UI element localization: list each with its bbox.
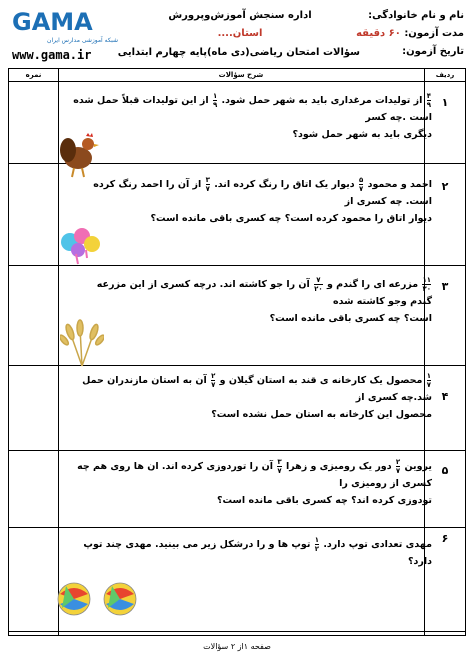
logo-text: GAMA	[12, 8, 93, 36]
website-url: www.gama.ir	[12, 48, 92, 62]
fraction: $\frac{۴}{۹}$	[426, 92, 431, 109]
fraction: $\frac{۱}{۹}$	[212, 92, 218, 109]
fraction: $\frac{۱}{۷}$	[426, 372, 431, 389]
date-label: تاریخ آزمون:	[402, 46, 464, 57]
question-number: ۵	[441, 464, 449, 477]
question-number: ۶	[441, 532, 449, 545]
office-title: اداره سنجش آموزش‌وپرورش	[168, 10, 312, 21]
col-description: شرح سؤالات	[218, 71, 264, 79]
duration-label: مدت آزمون:	[404, 28, 464, 39]
gama-logo	[8, 6, 124, 46]
question-number: ۱	[441, 96, 449, 109]
ball-icon	[58, 583, 90, 615]
fraction: $\frac{۳}{۷}$	[205, 176, 210, 193]
wheat-image	[60, 318, 104, 368]
fraction: $\frac{۳}{۷}$	[277, 458, 282, 475]
ball-icon	[104, 583, 136, 615]
question-2: احمد و محمود $\frac{۵}{۷}$ دیوار یک اتاق را رنگ کرده اند. $\frac{۳}{۷}$ از آن را احمد رنگ کرده است. چه کسری از دیوار اتاق را محمود کرده است؟ چه کسری باقی مانده است؟	[93, 176, 432, 224]
question-number: ۲	[441, 180, 449, 193]
balls-image	[56, 580, 156, 618]
col-row: ردیف	[435, 71, 455, 79]
duration-line	[356, 28, 464, 39]
exam-title: سؤالات امتحان ریاضی(دی ماه)پایه چهارم ابتدایی	[117, 47, 360, 58]
fraction: $\frac{۱}{۲}$	[314, 536, 319, 553]
name-label: نام و نام خانوادگی:	[368, 10, 464, 21]
question-5: یروین $\frac{۲}{۷}$ دور یک رومیزی و زهرا $\frac{۳}{۷}$ آن را توردوزی کرده اند. ان ها روی هم چه کسری از رومیزی را تودوزی کرده اند؟ چه کسری باقی مانده است؟	[77, 458, 432, 506]
page-footer: صفحه ۱از ۲ سؤالات	[203, 642, 271, 651]
question-number: ۳	[441, 280, 449, 293]
question-3: $\frac{۱۱}{۲۰}$ مزرعه ای را گندم و $\frac{۷}{۲۰}$ آن را جو کاشته اند. درچه کسری از این مزرعه گندم وجو کاشته شده است؟ چه کسری باقی مانده است؟	[96, 276, 432, 324]
col-score: نمره	[25, 71, 42, 79]
fraction: $\frac{۵}{۷}$	[358, 176, 364, 193]
question-1: $\frac{۴}{۹}$ از تولیدات مرغداری باید به شهر حمل شود. $\frac{۱}{۹}$ از این تولیدات قبلاً حمل شده است .چه کسر دیگری باید به شهر حمل شود؟	[73, 92, 432, 140]
fraction: $\frac{۲}{۷}$	[395, 458, 401, 475]
logo-subtitle: شبکه آموزشی مدارس ایران	[47, 37, 118, 44]
duration-value: ۶۰ دقیقه	[356, 28, 401, 39]
fraction: $\frac{۲}{۷}$	[211, 372, 216, 389]
question-4: $\frac{۱}{۷}$ محصول یک کارخانه ی قند به استان گیلان و $\frac{۲}{۷}$ آن به استان مازندران حمل شد.چه کسری از محصول این کارخانه به استان حمل نشده است؟	[82, 372, 432, 420]
fraction: $\frac{۱۱}{۲۰}$	[422, 276, 431, 293]
rooster-image	[56, 132, 100, 178]
paint-splash-image	[56, 222, 106, 266]
province-title: استان....	[217, 28, 263, 39]
question-6: مهدی تعدادی توپ دارد. $\frac{۱}{۲}$ توپ ها و را درشکل زیر می بینید. مهدی چند توپ دارد؟	[83, 536, 432, 567]
fraction: $\frac{۷}{۲۰}$	[314, 276, 323, 293]
question-number: ۴	[441, 390, 449, 403]
